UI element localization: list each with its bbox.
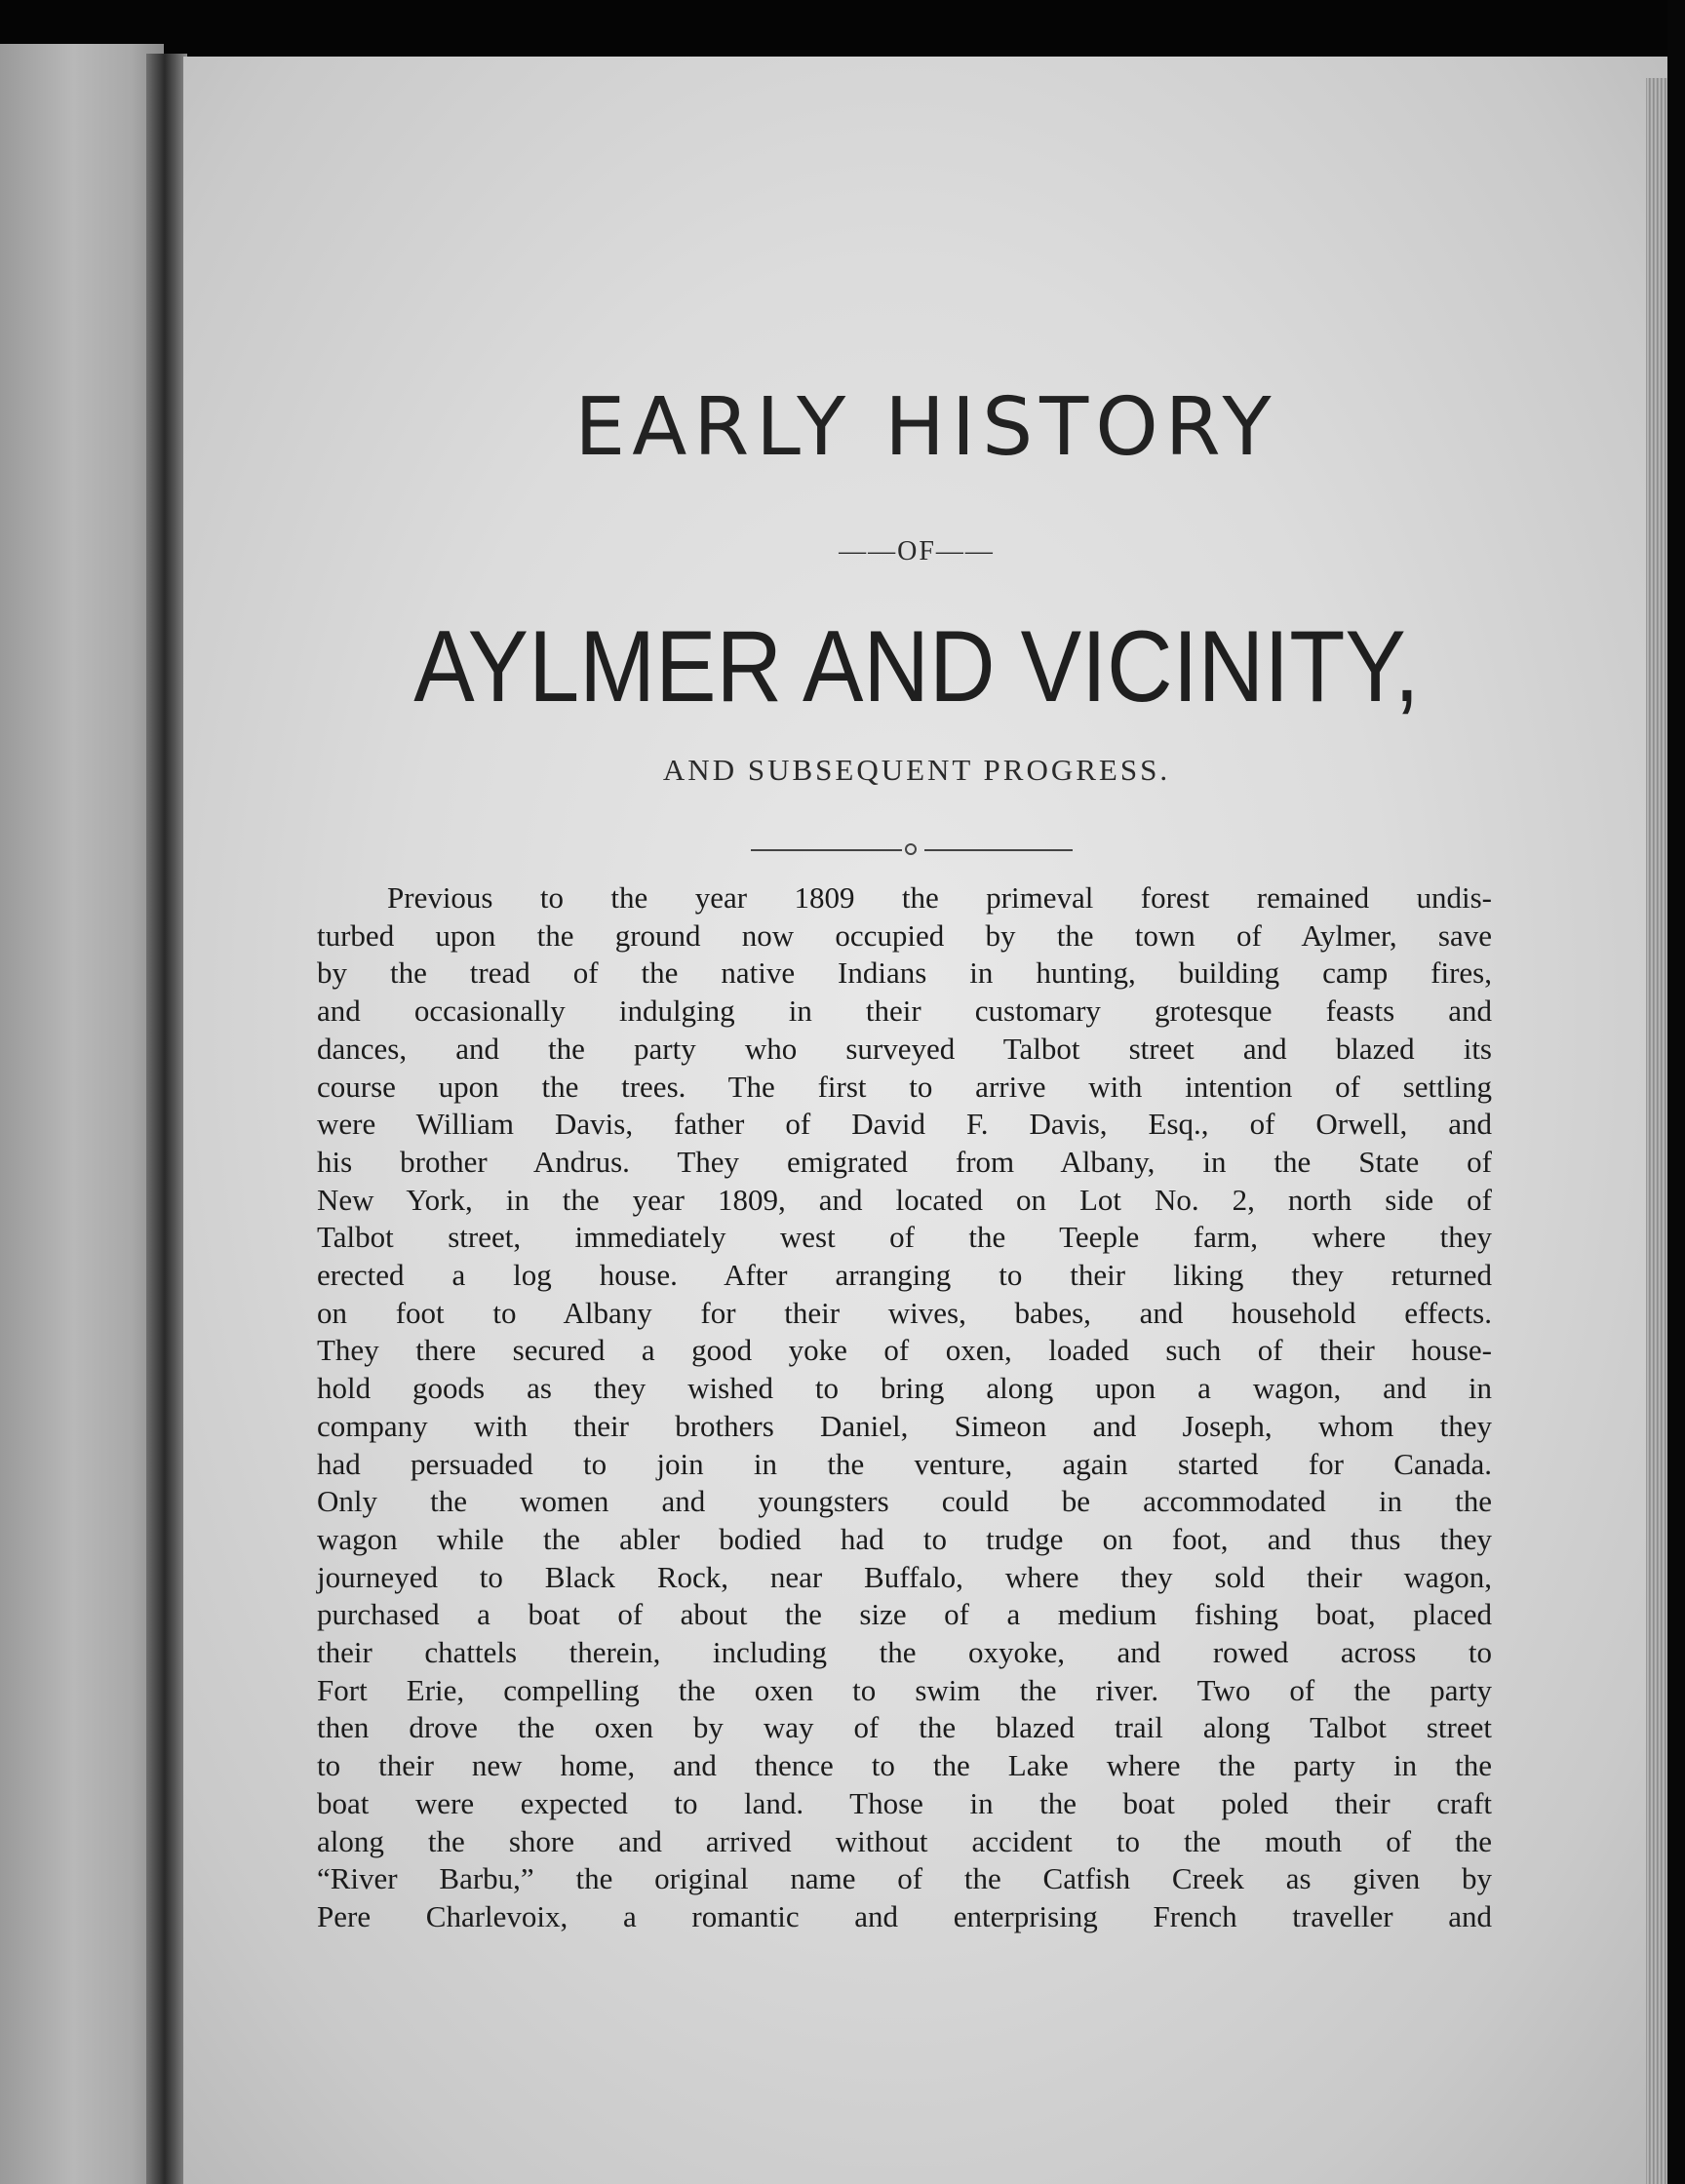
text-line: Previous to the year 1809 the primeval forest remained undis- bbox=[387, 880, 1492, 915]
rule-circle bbox=[905, 843, 917, 855]
text-line: They there secured a good yoke of oxen, loaded such of their house- bbox=[317, 1333, 1492, 1368]
text-line: Talbot street, immediately west of the Teeple farm, where they bbox=[317, 1220, 1492, 1255]
book-gutter bbox=[146, 54, 187, 2184]
text-line: course upon the trees. The first to arrive with intention of settling bbox=[317, 1069, 1492, 1104]
text-line: erected a log house. After arranging to their liking they returned bbox=[317, 1258, 1492, 1293]
text-line: “River Barbu,” the original name of the Catfish Creek as given by bbox=[317, 1861, 1492, 1896]
text-line: Pere Charlevoix, a romantic and enterprising French traveller and bbox=[317, 1898, 1492, 1933]
scan-right-border bbox=[1667, 0, 1685, 2184]
subtitle: AND SUBSEQUENT PROGRESS. bbox=[662, 753, 1171, 787]
facing-page-left bbox=[0, 44, 164, 2184]
text-line: journeyed to Black Rock, near Buffalo, where they sold their wagon, bbox=[317, 1559, 1492, 1594]
text-line: his brother Andrus. They emigrated from Albany, in the State of bbox=[317, 1144, 1492, 1179]
text-line: then drove the oxen by way of the blazed trail along Talbot street bbox=[317, 1710, 1492, 1745]
text-line: and occasionally indulging in their customary grotesque feasts and bbox=[317, 994, 1492, 1029]
text-line: purchased a boat of about the size of a medium fishing boat, placed bbox=[317, 1597, 1492, 1632]
text-line: on foot to Albany for their wives, babes, and household effects. bbox=[317, 1295, 1492, 1330]
rule-line-right bbox=[924, 849, 1073, 851]
text-line: dances, and the party who surveyed Talbot street and blazed its bbox=[317, 1031, 1492, 1066]
text-line: along the shore and arrived without accident to the mouth of the bbox=[317, 1823, 1492, 1858]
text-line: Fort Erie, compelling the oxen to swim the river. Two of the party bbox=[317, 1672, 1492, 1707]
page-edges bbox=[1646, 78, 1667, 2184]
text-line: by the tread of the native Indians in hunting, building camp fires, bbox=[317, 956, 1492, 991]
text-line: to their new home, and thence to the Lake where the party in the bbox=[317, 1748, 1492, 1783]
ornamental-rule bbox=[751, 840, 1082, 860]
text-line: had persuaded to join in the venture, again started for Canada. bbox=[317, 1446, 1492, 1481]
scan-top-border bbox=[0, 0, 1685, 57]
rule-line-left bbox=[751, 849, 902, 851]
text-line: turbed upon the ground now occupied by the town of Aylmer, save bbox=[317, 917, 1492, 953]
title-of: ——OF—— bbox=[839, 536, 995, 566]
body-paragraph bbox=[317, 879, 1492, 1936]
title-aylmer-and-vicinity: AYLMER AND VICINITY, bbox=[413, 610, 1420, 723]
text-line: wagon while the abler bodied had to trudge on foot, and thus they bbox=[317, 1521, 1492, 1556]
text-line: their chattels therein, including the oxyoke, and rowed across to bbox=[317, 1635, 1492, 1670]
text-line: company with their brothers Daniel, Simeon and Joseph, whom they bbox=[317, 1408, 1492, 1443]
text-line: New York, in the year 1809, and located on Lot No. 2, north side of bbox=[317, 1182, 1492, 1217]
text-line: boat were expected to land. Those in the boat poled their craft bbox=[317, 1785, 1492, 1820]
text-line: Only the women and youngsters could be accommodated in the bbox=[317, 1484, 1492, 1519]
text-line: were William Davis, father of David F. Davis, Esq., of Orwell, and bbox=[317, 1107, 1492, 1142]
title-early-history: EARLY HISTORY bbox=[574, 381, 1278, 474]
text-line: hold goods as they wished to bring along upon a wagon, and in bbox=[317, 1371, 1492, 1406]
